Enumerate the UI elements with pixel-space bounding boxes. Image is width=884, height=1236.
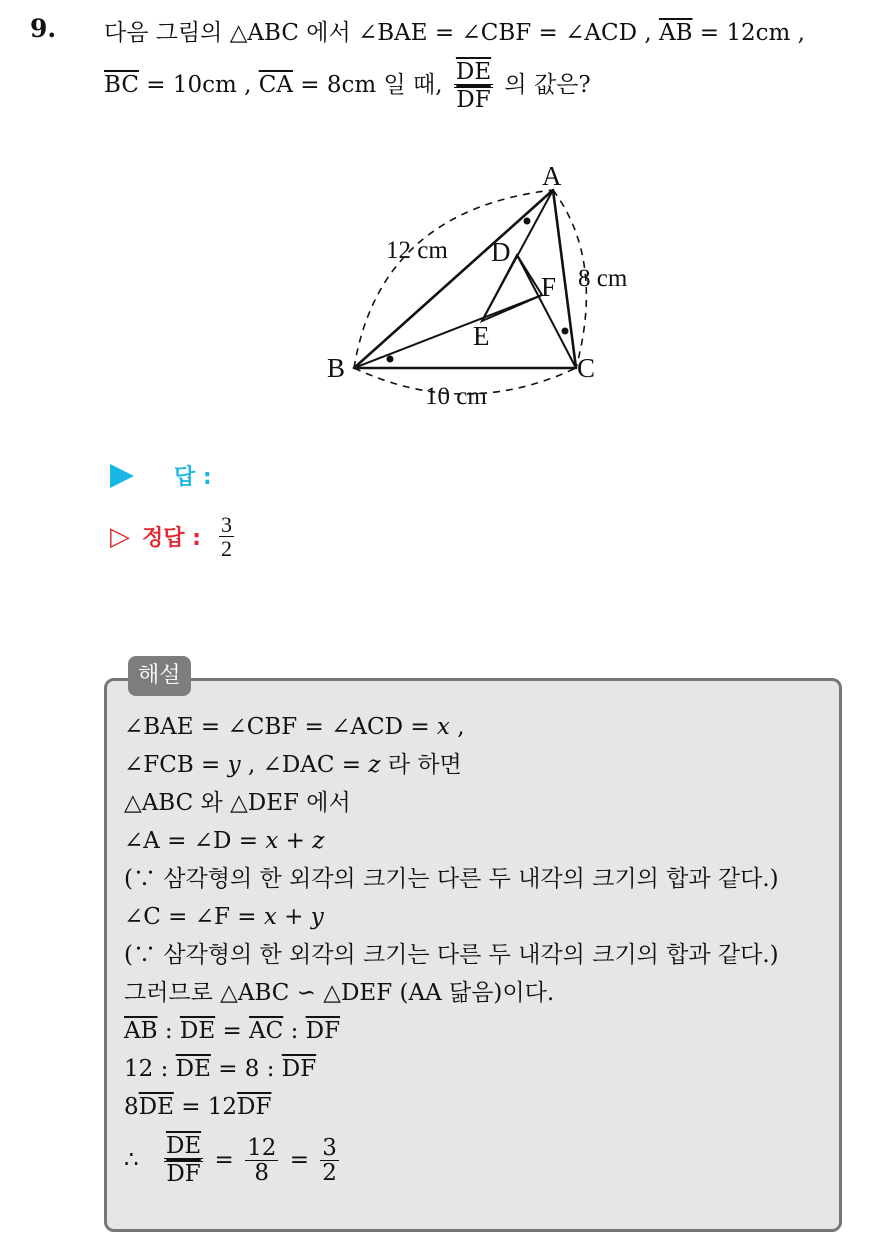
sol-frac-3-num: 3: [322, 1134, 337, 1161]
sol-l9-c2: :: [290, 1018, 299, 1044]
sol-eq-1: =: [214, 1147, 234, 1174]
label-f: F: [541, 272, 557, 302]
outline-arrow-icon: ▷: [110, 521, 130, 552]
triangle-figure: [310, 150, 650, 420]
solution-line-9: [124, 1016, 340, 1046]
sol-l2-c: 라 하면: [387, 752, 462, 778]
therefore-symbol: ∴: [124, 1147, 139, 1174]
sol-l9-s3: $\overline{AC}$: [249, 1018, 284, 1044]
solution-line-8: 그러므로 △ABC ∽ △DEF (AA 닮음)이다.: [124, 980, 555, 1006]
sol-frac-3-den: 2: [322, 1159, 337, 1186]
bc-value: = 10cm ,: [146, 72, 252, 99]
sol-l1-tail: ,: [457, 714, 465, 740]
sol-frac-1-num: $\overline{DE}$: [164, 1134, 203, 1162]
sol-l9-s4: $\overline{DF}$: [305, 1018, 341, 1044]
solution-tag: 해설: [128, 656, 191, 696]
solution-line-1: [124, 712, 465, 742]
sol-l4-a: ∠A = ∠D =: [124, 828, 259, 854]
key-answer-label: 정답 :: [142, 526, 201, 552]
segment-bc: $\overline{BC}$: [104, 72, 139, 99]
key-answer-fraction: [219, 513, 234, 560]
play-arrow-icon: [110, 464, 134, 488]
sol-l2-b: , ∠DAC =: [247, 752, 362, 778]
sol-frac-2-den: 8: [254, 1159, 270, 1186]
sol-l10-b: = 8 :: [218, 1056, 275, 1082]
question-number: 9.: [30, 14, 57, 43]
sol-l9-eq: =: [222, 1018, 242, 1044]
sol-l9-c1: :: [164, 1018, 173, 1044]
answer-row: [110, 460, 212, 491]
angle-mark-a: [524, 218, 531, 225]
sol-frac-3: [320, 1136, 339, 1185]
sol-l2-a: ∠FCB =: [124, 752, 221, 778]
question-fraction: [454, 60, 493, 112]
angle-mark-b: [387, 356, 394, 363]
ca-value: = 8cm: [300, 72, 377, 99]
label-b: B: [327, 353, 346, 383]
label-a: A: [542, 161, 562, 191]
label-side-ab: 12 cm: [386, 237, 448, 264]
sol-l6-expr: x + y: [263, 904, 324, 930]
sol-l2-va: y: [227, 752, 241, 778]
sol-l9-s2: $\overline{DE}$: [179, 1018, 216, 1044]
label-d: D: [491, 237, 511, 267]
answer-label: 답 :: [174, 465, 212, 490]
solution-line-2: [124, 750, 462, 780]
segment-bf: [354, 295, 542, 368]
solution-line-3: △ABC 와 △DEF 에서: [124, 790, 351, 816]
question-suffix: 의 값은?: [504, 72, 591, 99]
question-prefix: 다음 그림의 △ABC 에서 ∠BAE = ∠CBF = ∠ACD ,: [104, 20, 652, 46]
solution-line-5: (∵ 삼각형의 한 외각의 크기는 다른 두 내각의 크기의 합과 같다.): [124, 866, 779, 892]
question-mid: 일 때,: [383, 72, 443, 99]
sol-l11-b: = 12: [181, 1094, 238, 1120]
solution-line-10: [124, 1054, 316, 1084]
label-side-bc: 10 cm: [425, 383, 487, 410]
sol-frac-2-num: 12: [247, 1134, 277, 1161]
segment-ab: $\overline{AB}$: [658, 20, 693, 46]
key-answer-row: [110, 513, 238, 560]
sol-l10-a: 12 :: [124, 1056, 169, 1082]
solution-line-4: [124, 826, 324, 856]
sol-l11-s2: $\overline{DF}$: [237, 1094, 272, 1120]
sol-eq-2: =: [289, 1147, 309, 1174]
key-denominator: 2: [220, 536, 232, 562]
question-line-1: [104, 14, 805, 47]
label-e: E: [473, 321, 490, 351]
angle-mark-c: [562, 328, 569, 335]
label-c: C: [577, 353, 596, 383]
sol-l9-s1: $\overline{AB}$: [124, 1018, 158, 1044]
sol-frac-1-den: DF: [166, 1161, 201, 1188]
sol-l10-s1: $\overline{DE}$: [175, 1056, 211, 1082]
solution-line-7: (∵ 삼각형의 한 외각의 크기는 다른 두 내각의 크기의 합과 같다.): [124, 942, 779, 968]
sol-l11-s1: $\overline{DE}$: [138, 1094, 174, 1120]
sol-l4-expr: x + z: [265, 828, 325, 854]
solution-line-6: [124, 902, 324, 932]
sol-frac-1: [164, 1134, 203, 1186]
sol-l10-s2: $\overline{DF}$: [281, 1056, 317, 1082]
question-line-2: [104, 60, 591, 112]
sol-frac-2: [245, 1136, 278, 1185]
label-side-ca: 8 cm: [578, 265, 628, 292]
sol-l1-var: x: [436, 714, 450, 740]
ab-value: = 12cm ,: [699, 20, 805, 46]
fraction-denominator: DF: [456, 87, 491, 114]
sol-l2-vb: z: [368, 752, 381, 778]
sol-l1-text: ∠BAE = ∠CBF = ∠ACD =: [124, 714, 430, 740]
sol-l11-a: 8: [124, 1094, 139, 1120]
solution-line-12: [124, 1134, 343, 1186]
fraction-numerator: $\overline{DE}$: [454, 60, 493, 88]
solution-line-11: [124, 1092, 271, 1122]
sol-l6-a: ∠C = ∠F =: [124, 904, 257, 930]
key-numerator: 3: [220, 512, 232, 537]
segment-ca: $\overline{CA}$: [258, 72, 293, 99]
